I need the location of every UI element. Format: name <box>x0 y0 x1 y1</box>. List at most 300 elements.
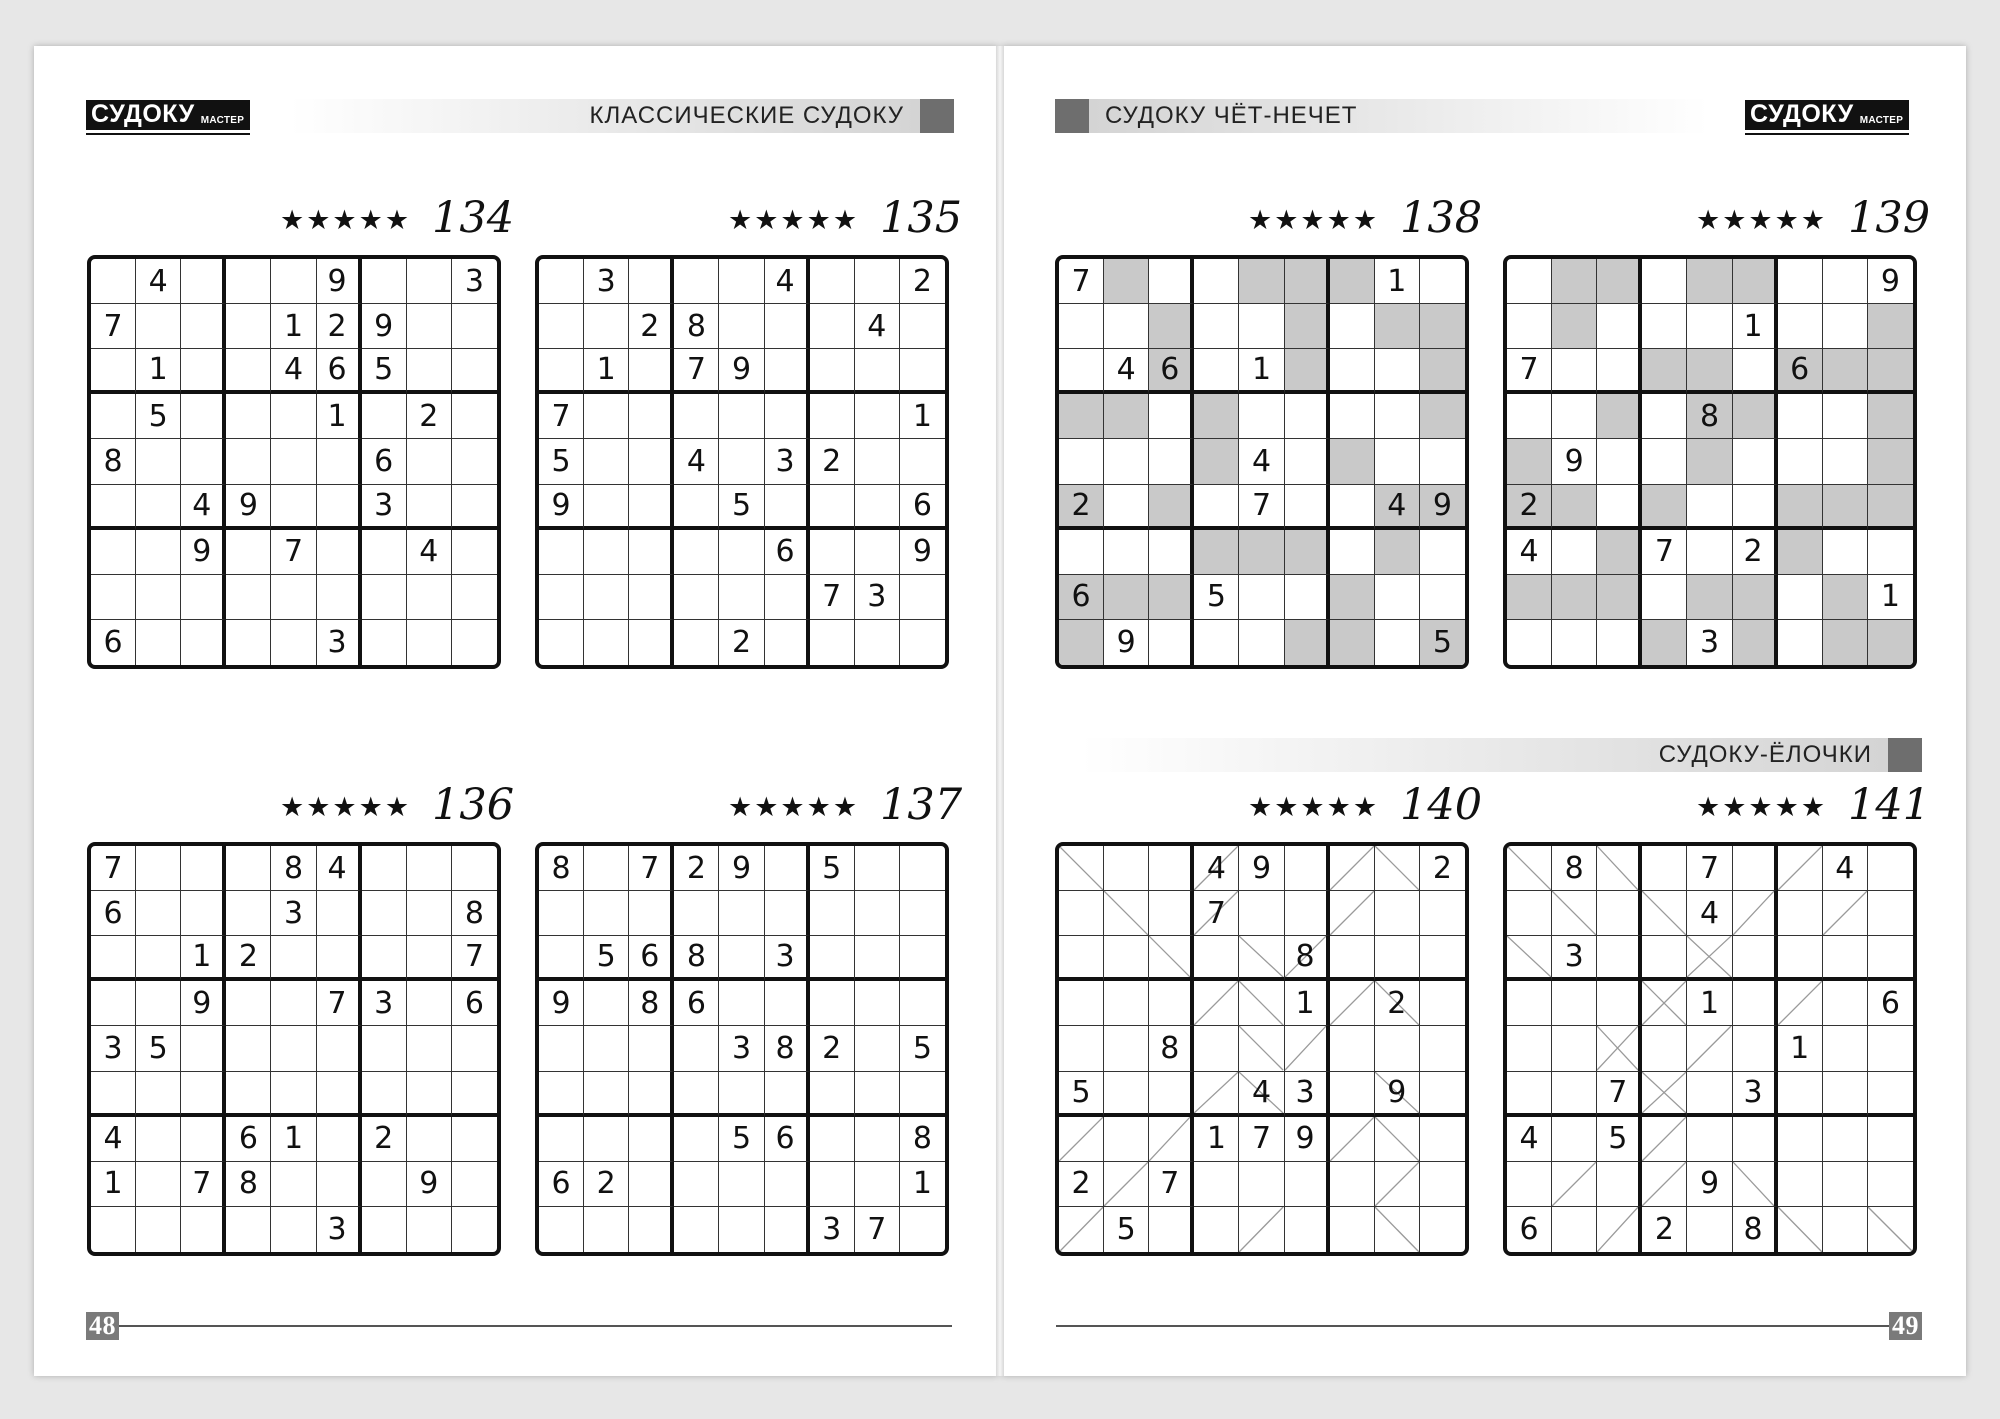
sudoku-cell[interactable] <box>136 530 181 575</box>
sudoku-cell[interactable] <box>317 259 362 304</box>
sudoku-cell[interactable] <box>765 349 810 394</box>
sudoku-cell[interactable] <box>1149 981 1194 1026</box>
sudoku-cell[interactable] <box>1642 439 1687 484</box>
sudoku-cell[interactable] <box>1104 1162 1149 1207</box>
sudoku-cell[interactable] <box>1239 1117 1284 1162</box>
sudoku-cell[interactable] <box>1507 259 1552 304</box>
sudoku-cell[interactable] <box>1823 485 1868 530</box>
sudoku-cell[interactable] <box>407 1117 452 1162</box>
sudoku-cell[interactable] <box>1868 1072 1913 1117</box>
sudoku-cell[interactable] <box>1285 485 1330 530</box>
sudoku-cell[interactable] <box>1823 394 1868 439</box>
sudoku-cell[interactable] <box>317 394 362 439</box>
sudoku-cell[interactable] <box>765 891 810 936</box>
sudoku-cell[interactable] <box>539 394 584 439</box>
sudoku-cell[interactable] <box>362 1026 407 1071</box>
sudoku-cell[interactable] <box>674 439 719 484</box>
sudoku-cell[interactable] <box>91 1207 136 1252</box>
sudoku-cell[interactable] <box>810 304 855 349</box>
sudoku-cell[interactable] <box>1868 530 1913 575</box>
sudoku-cell[interactable] <box>1330 1207 1375 1252</box>
sudoku-cell[interactable] <box>1733 394 1778 439</box>
sudoku-cell[interactable] <box>584 439 629 484</box>
sudoku-cell[interactable] <box>584 1026 629 1071</box>
sudoku-cell[interactable] <box>1507 530 1552 575</box>
sudoku-cell[interactable] <box>674 485 719 530</box>
sudoku-cell[interactable] <box>1420 485 1465 530</box>
sudoku-cell[interactable] <box>1733 530 1778 575</box>
sudoku-cell[interactable] <box>181 1026 226 1071</box>
sudoku-cell[interactable] <box>91 304 136 349</box>
sudoku-cell[interactable] <box>181 439 226 484</box>
sudoku-cell[interactable] <box>1868 1026 1913 1071</box>
sudoku-cell[interactable] <box>271 394 316 439</box>
sudoku-cell[interactable] <box>1823 259 1868 304</box>
sudoku-cell[interactable] <box>584 1162 629 1207</box>
sudoku-cell[interactable] <box>1239 1162 1284 1207</box>
sudoku-cell[interactable] <box>452 1117 497 1162</box>
sudoku-cell[interactable] <box>900 530 945 575</box>
sudoku-cell[interactable] <box>1597 846 1642 891</box>
sudoku-cell[interactable] <box>1375 1072 1420 1117</box>
sudoku-cell[interactable] <box>1194 349 1239 394</box>
sudoku-cell[interactable] <box>900 485 945 530</box>
sudoku-cell[interactable] <box>1687 891 1732 936</box>
sudoku-cell[interactable] <box>1642 1162 1687 1207</box>
sudoku-cell[interactable] <box>1552 1162 1597 1207</box>
sudoku-cell[interactable] <box>900 259 945 304</box>
sudoku-cell[interactable] <box>810 1117 855 1162</box>
sudoku-cell[interactable] <box>765 485 810 530</box>
sudoku-cell[interactable] <box>362 1117 407 1162</box>
sudoku-cell[interactable] <box>1330 1117 1375 1162</box>
sudoku-cell[interactable] <box>719 259 764 304</box>
sudoku-cell[interactable] <box>1239 891 1284 936</box>
sudoku-cell[interactable] <box>362 349 407 394</box>
sudoku-cell[interactable] <box>855 1207 900 1252</box>
sudoku-cell[interactable] <box>1507 936 1552 981</box>
sudoku-cell[interactable] <box>1778 936 1823 981</box>
sudoku-cell[interactable] <box>1285 846 1330 891</box>
sudoku-cell[interactable] <box>765 259 810 304</box>
sudoku-cell[interactable] <box>452 530 497 575</box>
sudoku-cell[interactable] <box>1285 530 1330 575</box>
sudoku-cell[interactable] <box>317 304 362 349</box>
sudoku-cell[interactable] <box>1149 575 1194 620</box>
sudoku-cell[interactable] <box>226 981 271 1026</box>
sudoku-cell[interactable] <box>91 349 136 394</box>
sudoku-cell[interactable] <box>271 1072 316 1117</box>
sudoku-cell[interactable] <box>226 1162 271 1207</box>
sudoku-cell[interactable] <box>1687 620 1732 665</box>
sudoku-cell[interactable] <box>674 1162 719 1207</box>
sudoku-cell[interactable] <box>810 349 855 394</box>
sudoku-cell[interactable] <box>1059 394 1104 439</box>
sudoku-cell[interactable] <box>1420 394 1465 439</box>
sudoku-cell[interactable] <box>271 439 316 484</box>
sudoku-cell[interactable] <box>1059 439 1104 484</box>
sudoku-cell[interactable] <box>1194 891 1239 936</box>
sudoku-cell[interactable] <box>1597 439 1642 484</box>
sudoku-cell[interactable] <box>362 981 407 1026</box>
sudoku-cell[interactable] <box>1330 891 1375 936</box>
sudoku-cell[interactable] <box>539 1072 584 1117</box>
sudoku-cell[interactable] <box>1194 846 1239 891</box>
sudoku-cell[interactable] <box>810 394 855 439</box>
sudoku-cell[interactable] <box>584 530 629 575</box>
sudoku-cell[interactable] <box>226 846 271 891</box>
sudoku-cell[interactable] <box>1823 349 1868 394</box>
sudoku-cell[interactable] <box>1059 1072 1104 1117</box>
sudoku-cell[interactable] <box>452 936 497 981</box>
sudoku-cell[interactable] <box>362 1162 407 1207</box>
sudoku-cell[interactable] <box>407 846 452 891</box>
sudoku-cell[interactable] <box>1330 620 1375 665</box>
sudoku-cell[interactable] <box>1868 891 1913 936</box>
sudoku-cell[interactable] <box>584 485 629 530</box>
sudoku-cell[interactable] <box>900 394 945 439</box>
sudoku-cell[interactable] <box>719 1162 764 1207</box>
sudoku-cell[interactable] <box>271 846 316 891</box>
sudoku-cell[interactable] <box>1420 1026 1465 1071</box>
sudoku-cell[interactable] <box>226 1207 271 1252</box>
sudoku-cell[interactable] <box>271 620 316 665</box>
sudoku-cell[interactable] <box>539 891 584 936</box>
sudoku-cell[interactable] <box>1285 1117 1330 1162</box>
sudoku-cell[interactable] <box>317 575 362 620</box>
sudoku-cell[interactable] <box>452 439 497 484</box>
sudoku-cell[interactable] <box>1420 981 1465 1026</box>
sudoku-cell[interactable] <box>407 1207 452 1252</box>
sudoku-cell[interactable] <box>900 1207 945 1252</box>
sudoku-cell[interactable] <box>719 1026 764 1071</box>
sudoku-cell[interactable] <box>584 304 629 349</box>
sudoku-cell[interactable] <box>629 485 674 530</box>
sudoku-cell[interactable] <box>765 1026 810 1071</box>
sudoku-cell[interactable] <box>271 1207 316 1252</box>
sudoku-cell[interactable] <box>1285 1072 1330 1117</box>
sudoku-cell[interactable] <box>1149 620 1194 665</box>
sudoku-cell[interactable] <box>1823 936 1868 981</box>
sudoku-cell[interactable] <box>1823 1072 1868 1117</box>
sudoku-cell[interactable] <box>1823 530 1868 575</box>
sudoku-cell[interactable] <box>674 981 719 1026</box>
sudoku-cell[interactable] <box>136 1207 181 1252</box>
sudoku-cell[interactable] <box>1194 1072 1239 1117</box>
sudoku-cell[interactable] <box>584 1117 629 1162</box>
sudoku-cell[interactable] <box>1868 349 1913 394</box>
sudoku-cell[interactable] <box>1239 259 1284 304</box>
sudoku-cell[interactable] <box>1778 891 1823 936</box>
sudoku-cell[interactable] <box>810 1026 855 1071</box>
sudoku-cell[interactable] <box>317 620 362 665</box>
sudoku-cell[interactable] <box>1104 439 1149 484</box>
sudoku-cell[interactable] <box>629 394 674 439</box>
sudoku-cell[interactable] <box>1375 485 1420 530</box>
sudoku-cell[interactable] <box>1868 575 1913 620</box>
sudoku-cell[interactable] <box>1868 981 1913 1026</box>
sudoku-cell[interactable] <box>1597 349 1642 394</box>
sudoku-cell[interactable] <box>317 936 362 981</box>
sudoku-cell[interactable] <box>810 259 855 304</box>
sudoku-cell[interactable] <box>1642 485 1687 530</box>
sudoku-cell[interactable] <box>1239 981 1284 1026</box>
sudoku-cell[interactable] <box>1194 394 1239 439</box>
sudoku-cell[interactable] <box>855 394 900 439</box>
sudoku-cell[interactable] <box>719 891 764 936</box>
sudoku-cell[interactable] <box>1552 936 1597 981</box>
sudoku-cell[interactable] <box>900 1117 945 1162</box>
sudoku-cell[interactable] <box>1642 620 1687 665</box>
sudoku-cell[interactable] <box>1507 1207 1552 1252</box>
sudoku-cell[interactable] <box>765 394 810 439</box>
sudoku-cell[interactable] <box>674 846 719 891</box>
sudoku-cell[interactable] <box>1375 1207 1420 1252</box>
sudoku-cell[interactable] <box>1149 936 1194 981</box>
sudoku-cell[interactable] <box>674 259 719 304</box>
sudoku-cell[interactable] <box>1375 620 1420 665</box>
sudoku-cell[interactable] <box>271 891 316 936</box>
sudoku-cell[interactable] <box>1059 259 1104 304</box>
sudoku-cell[interactable] <box>181 1072 226 1117</box>
sudoku-cell[interactable] <box>1823 1207 1868 1252</box>
sudoku-cell[interactable] <box>810 981 855 1026</box>
sudoku-cell[interactable] <box>1552 485 1597 530</box>
sudoku-cell[interactable] <box>1778 575 1823 620</box>
sudoku-cell[interactable] <box>1597 304 1642 349</box>
sudoku-cell[interactable] <box>1059 1207 1104 1252</box>
sudoku-cell[interactable] <box>1823 575 1868 620</box>
sudoku-cell[interactable] <box>1868 485 1913 530</box>
sudoku-cell[interactable] <box>1642 936 1687 981</box>
sudoku-cell[interactable] <box>317 1117 362 1162</box>
sudoku-cell[interactable] <box>226 259 271 304</box>
sudoku-cell[interactable] <box>1597 981 1642 1026</box>
sudoku-cell[interactable] <box>719 846 764 891</box>
sudoku-cell[interactable] <box>1687 530 1732 575</box>
sudoku-cell[interactable] <box>226 891 271 936</box>
sudoku-cell[interactable] <box>1823 1026 1868 1071</box>
sudoku-cell[interactable] <box>91 530 136 575</box>
sudoku-cell[interactable] <box>1285 1162 1330 1207</box>
sudoku-cell[interactable] <box>1868 439 1913 484</box>
sudoku-cell[interactable] <box>1149 1117 1194 1162</box>
sudoku-cell[interactable] <box>1420 349 1465 394</box>
sudoku-cell[interactable] <box>1330 259 1375 304</box>
sudoku-cell[interactable] <box>1687 1117 1732 1162</box>
sudoku-cell[interactable] <box>226 1117 271 1162</box>
sudoku-cell[interactable] <box>91 620 136 665</box>
sudoku-cell[interactable] <box>1733 575 1778 620</box>
sudoku-cell[interactable] <box>674 620 719 665</box>
sudoku-cell[interactable] <box>1194 1162 1239 1207</box>
sudoku-cell[interactable] <box>1778 1117 1823 1162</box>
sudoku-cell[interactable] <box>317 485 362 530</box>
sudoku-cell[interactable] <box>1330 1162 1375 1207</box>
sudoku-cell[interactable] <box>719 936 764 981</box>
sudoku-cell[interactable] <box>226 936 271 981</box>
sudoku-cell[interactable] <box>362 1072 407 1117</box>
sudoku-cell[interactable] <box>1552 575 1597 620</box>
sudoku-cell[interactable] <box>362 394 407 439</box>
sudoku-cell[interactable] <box>1149 485 1194 530</box>
sudoku-cell[interactable] <box>1597 1117 1642 1162</box>
sudoku-cell[interactable] <box>1239 846 1284 891</box>
sudoku-cell[interactable] <box>91 259 136 304</box>
sudoku-cell[interactable] <box>452 349 497 394</box>
sudoku-cell[interactable] <box>452 575 497 620</box>
sudoku-cell[interactable] <box>629 1026 674 1071</box>
sudoku-cell[interactable] <box>1104 891 1149 936</box>
sudoku-cell[interactable] <box>407 936 452 981</box>
sudoku-cell[interactable] <box>855 1117 900 1162</box>
sudoku-cell[interactable] <box>1597 936 1642 981</box>
sudoku-cell[interactable] <box>1285 575 1330 620</box>
sudoku-cell[interactable] <box>1597 259 1642 304</box>
sudoku-cell[interactable] <box>1420 439 1465 484</box>
sudoku-cell[interactable] <box>362 530 407 575</box>
sudoku-cell[interactable] <box>539 304 584 349</box>
sudoku-cell[interactable] <box>317 891 362 936</box>
sudoku-cell[interactable] <box>539 1207 584 1252</box>
sudoku-cell[interactable] <box>810 485 855 530</box>
sudoku-cell[interactable] <box>1823 1162 1868 1207</box>
sudoku-cell[interactable] <box>452 1162 497 1207</box>
sudoku-cell[interactable] <box>1194 530 1239 575</box>
sudoku-cell[interactable] <box>674 1207 719 1252</box>
sudoku-cell[interactable] <box>1149 439 1194 484</box>
sudoku-cell[interactable] <box>855 485 900 530</box>
sudoku-cell[interactable] <box>900 891 945 936</box>
sudoku-cell[interactable] <box>765 620 810 665</box>
sudoku-cell[interactable] <box>1104 1072 1149 1117</box>
sudoku-cell[interactable] <box>1778 846 1823 891</box>
sudoku-cell[interactable] <box>1194 304 1239 349</box>
sudoku-cell[interactable] <box>1778 530 1823 575</box>
sudoku-cell[interactable] <box>1059 620 1104 665</box>
sudoku-cell[interactable] <box>1285 936 1330 981</box>
sudoku-cell[interactable] <box>900 349 945 394</box>
sudoku-cell[interactable] <box>855 259 900 304</box>
sudoku-cell[interactable] <box>719 981 764 1026</box>
sudoku-cell[interactable] <box>362 304 407 349</box>
sudoku-cell[interactable] <box>1778 1026 1823 1071</box>
sudoku-cell[interactable] <box>539 439 584 484</box>
sudoku-cell[interactable] <box>1507 349 1552 394</box>
sudoku-cell[interactable] <box>226 349 271 394</box>
sudoku-cell[interactable] <box>1059 891 1104 936</box>
sudoku-cell[interactable] <box>674 349 719 394</box>
sudoku-cell[interactable] <box>1642 846 1687 891</box>
sudoku-cell[interactable] <box>1642 530 1687 575</box>
sudoku-cell[interactable] <box>674 394 719 439</box>
sudoku-cell[interactable] <box>1059 485 1104 530</box>
sudoku-cell[interactable] <box>1375 259 1420 304</box>
sudoku-cell[interactable] <box>1778 981 1823 1026</box>
sudoku-cell[interactable] <box>1823 981 1868 1026</box>
sudoku-cell[interactable] <box>226 485 271 530</box>
sudoku-cell[interactable] <box>1194 1207 1239 1252</box>
sudoku-cell[interactable] <box>1375 1026 1420 1071</box>
sudoku-cell[interactable] <box>226 304 271 349</box>
sudoku-cell[interactable] <box>1194 485 1239 530</box>
sudoku-cell[interactable] <box>317 349 362 394</box>
sudoku-cell[interactable] <box>674 1026 719 1071</box>
sudoku-cell[interactable] <box>1330 981 1375 1026</box>
sudoku-cell[interactable] <box>1104 394 1149 439</box>
sudoku-cell[interactable] <box>539 981 584 1026</box>
sudoku-cell[interactable] <box>1059 530 1104 575</box>
sudoku-cell[interactable] <box>91 846 136 891</box>
sudoku-cell[interactable] <box>1239 394 1284 439</box>
sudoku-cell[interactable] <box>271 259 316 304</box>
sudoku-cell[interactable] <box>181 575 226 620</box>
sudoku-cell[interactable] <box>1687 439 1732 484</box>
sudoku-cell[interactable] <box>407 620 452 665</box>
sudoku-cell[interactable] <box>1507 891 1552 936</box>
sudoku-cell[interactable] <box>1420 530 1465 575</box>
sudoku-cell[interactable] <box>900 575 945 620</box>
sudoku-cell[interactable] <box>1552 620 1597 665</box>
sudoku-cell[interactable] <box>1375 936 1420 981</box>
sudoku-cell[interactable] <box>407 1162 452 1207</box>
sudoku-cell[interactable] <box>1149 259 1194 304</box>
sudoku-cell[interactable] <box>1687 485 1732 530</box>
sudoku-cell[interactable] <box>674 304 719 349</box>
sudoku-cell[interactable] <box>91 981 136 1026</box>
sudoku-cell[interactable] <box>1642 1072 1687 1117</box>
sudoku-cell[interactable] <box>136 394 181 439</box>
sudoku-cell[interactable] <box>91 1162 136 1207</box>
sudoku-cell[interactable] <box>317 530 362 575</box>
sudoku-cell[interactable] <box>674 530 719 575</box>
sudoku-cell[interactable] <box>765 439 810 484</box>
sudoku-cell[interactable] <box>181 530 226 575</box>
sudoku-cell[interactable] <box>539 349 584 394</box>
sudoku-cell[interactable] <box>1375 394 1420 439</box>
sudoku-cell[interactable] <box>1778 620 1823 665</box>
sudoku-cell[interactable] <box>1597 1072 1642 1117</box>
sudoku-cell[interactable] <box>181 259 226 304</box>
sudoku-cell[interactable] <box>1733 846 1778 891</box>
sudoku-cell[interactable] <box>1687 1072 1732 1117</box>
sudoku-cell[interactable] <box>181 936 226 981</box>
sudoku-cell[interactable] <box>539 1162 584 1207</box>
sudoku-cell[interactable] <box>1239 936 1284 981</box>
sudoku-cell[interactable] <box>1375 981 1420 1026</box>
sudoku-cell[interactable] <box>1375 1117 1420 1162</box>
sudoku-cell[interactable] <box>765 304 810 349</box>
sudoku-cell[interactable] <box>1104 1026 1149 1071</box>
sudoku-cell[interactable] <box>1194 981 1239 1026</box>
sudoku-cell[interactable] <box>1239 304 1284 349</box>
sudoku-cell[interactable] <box>136 846 181 891</box>
sudoku-cell[interactable] <box>91 936 136 981</box>
sudoku-cell[interactable] <box>136 439 181 484</box>
sudoku-cell[interactable] <box>1597 575 1642 620</box>
sudoku-cell[interactable] <box>271 1162 316 1207</box>
sudoku-cell[interactable] <box>1420 1162 1465 1207</box>
sudoku-cell[interactable] <box>1642 394 1687 439</box>
sudoku-cell[interactable] <box>539 846 584 891</box>
sudoku-cell[interactable] <box>91 1117 136 1162</box>
sudoku-cell[interactable] <box>855 1072 900 1117</box>
sudoku-cell[interactable] <box>1687 304 1732 349</box>
sudoku-cell[interactable] <box>181 349 226 394</box>
sudoku-cell[interactable] <box>271 304 316 349</box>
sudoku-cell[interactable] <box>1375 891 1420 936</box>
sudoku-cell[interactable] <box>1330 846 1375 891</box>
